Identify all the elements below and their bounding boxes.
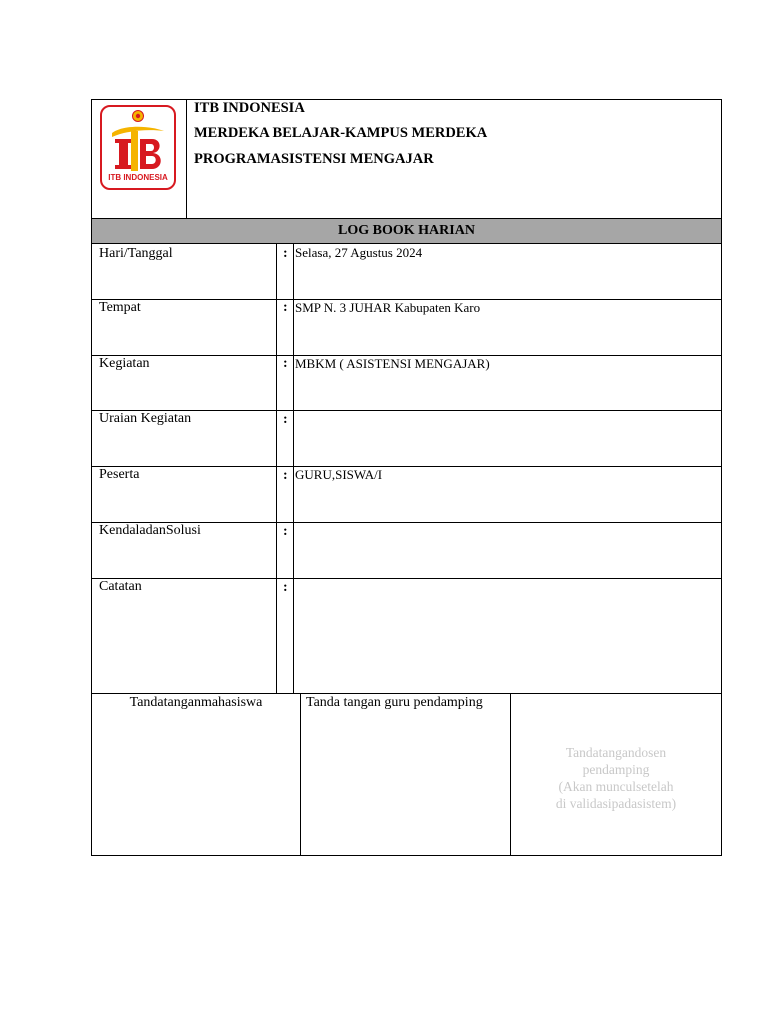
value-place: SMP N. 3 JUHAR Kabupaten Karo: [295, 300, 481, 315]
label-place: Tempat: [99, 300, 141, 315]
value-activity: MBKM ( ASISTENSI MENGAJAR): [295, 356, 490, 371]
row-divider: [92, 693, 721, 694]
colon: :: [283, 246, 288, 261]
logo-cell: [92, 100, 186, 218]
header-program: MERDEKA BELAJAR-KAMPUS MERDEKA: [194, 125, 488, 141]
logbook-form: [91, 99, 722, 856]
header-institution: ITB INDONESIA: [194, 100, 305, 116]
student-signature-label: Tandatanganmahasiswa: [129, 695, 263, 710]
logo-caption: ITB INDONESIA: [108, 173, 168, 182]
column-divider: [293, 244, 294, 693]
teacher-signature-label: Tanda tangan guru pendamping: [306, 695, 483, 710]
colon: :: [283, 356, 288, 371]
value-date: Selasa, 27 Agustus 2024: [295, 245, 423, 260]
label-date: Hari/Tanggal: [99, 246, 173, 261]
label-participants: Peserta: [99, 467, 140, 482]
logbook-title: LOG BOOK HARIAN: [338, 223, 475, 238]
label-notes: Catatan: [99, 579, 142, 594]
value-participants: GURU,SISWA/I: [295, 467, 383, 482]
column-divider: [276, 244, 277, 693]
lecturer-signature-line: Tandatangandosen: [565, 745, 667, 760]
row-divider: [92, 466, 721, 467]
lecturer-signature-line: (Akan munculsetelah: [558, 779, 674, 794]
label-activity: Kegiatan: [99, 356, 150, 371]
colon: :: [283, 300, 288, 315]
colon: :: [283, 412, 288, 427]
colon: :: [283, 580, 288, 595]
lecturer-signature-line: di validasipadasistem): [555, 796, 677, 811]
header-subprogram: PROGRAMASISTENSI MENGAJAR: [194, 151, 434, 167]
colon: :: [283, 468, 288, 483]
label-activity-description: Uraian Kegiatan: [99, 411, 192, 426]
itb-indonesia-logo: [100, 105, 176, 190]
colon: :: [283, 524, 288, 539]
lecturer-signature-placeholder: [511, 744, 721, 812]
logbook-title-band: [92, 218, 721, 244]
row-divider: [92, 578, 721, 579]
label-obstacles-solutions: KendaladanSolusi: [99, 523, 201, 538]
logo-divider: [186, 100, 187, 218]
signature-divider: [300, 693, 301, 856]
lecturer-signature-line: pendamping: [582, 762, 650, 777]
